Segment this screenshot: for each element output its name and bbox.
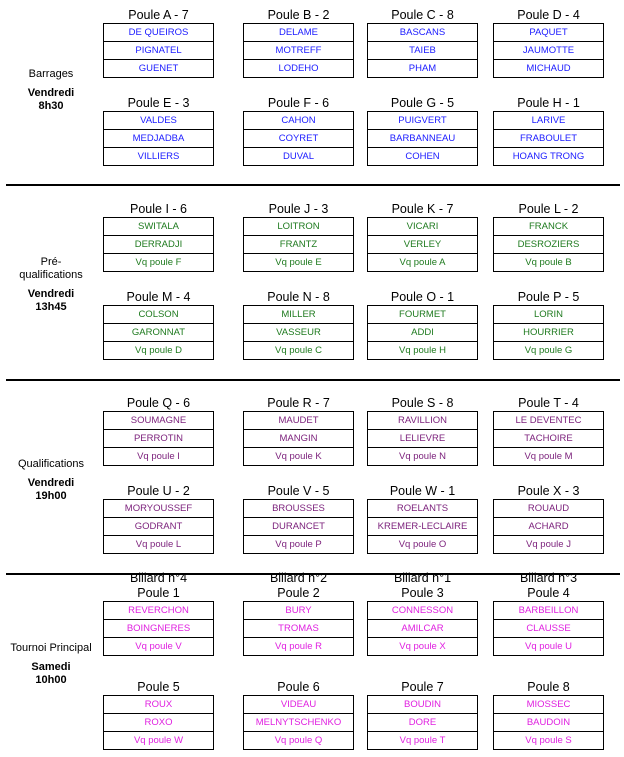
player-cell: BURY [244,602,353,620]
poule-group [243,484,354,554]
poule-players-box [103,111,214,166]
poule-group [243,202,354,272]
poule-players-box [103,411,214,466]
session-label [0,256,102,314]
player-cell: RAVILLION [368,412,477,430]
player-cell: HOANG TRONG [512,151,585,162]
session-time-line: 10h00 [35,674,67,686]
poule-title: Poule F - 6 [267,96,330,110]
session-label [0,458,102,503]
poule-title: Poule 8 [527,680,570,694]
player-cell: Vq poule P [275,539,322,550]
player-cell: MICHAUD [526,63,571,74]
poule-title: Poule Q - 6 [126,396,191,410]
poule-players-box [103,305,214,360]
session-time-line: Vendredi [27,87,75,99]
player-cell: HOURRIER [494,324,603,342]
poule-players-box [103,217,214,272]
poule-group [367,484,478,554]
poule-title: Poule T - 4 [518,396,579,410]
session-name: Barrages [28,68,74,80]
poule-title: Billard n°4 [129,571,188,585]
poule-title: Poule I - 6 [130,202,187,216]
poule-players-box [367,499,478,554]
player-cell: GODRANT [104,518,213,536]
poule-players-box [367,305,478,360]
player-cell: Vq poule V [135,641,182,652]
poule-title: Poule 2 [277,586,320,600]
player-cell: FRANTZ [244,236,353,254]
poule-players-box [367,695,478,750]
poule-group [367,202,478,272]
poule-players-box [243,111,354,166]
player-cell: VILLIERS [137,151,180,162]
player-cell: LE DEVENTEC [494,412,603,430]
poule-title: Billard n°1 [393,571,452,585]
poule-group [367,571,478,656]
poule-title: Poule A - 7 [128,8,189,22]
poule-group [367,8,478,78]
player-cell: PAQUET [494,24,603,42]
poule-title: Poule S - 8 [391,396,454,410]
player-cell: LARIVE [494,112,603,130]
poule-title: Poule P - 5 [517,290,580,304]
session-name: Tournoi Principal [10,642,92,654]
player-cell: ROELANTS [368,500,477,518]
poule-title: Poule J - 3 [268,202,329,216]
player-cell: Vq poule I [137,451,180,462]
player-cell: Vq poule D [134,345,182,356]
poule-group [493,571,604,656]
poule-title: Poule C - 8 [391,8,454,22]
player-cell: MOTREFF [244,42,353,60]
poule-players-box [243,217,354,272]
session-time [0,661,102,687]
player-cell: ACHARD [494,518,603,536]
player-cell: Vq poule N [398,451,446,462]
player-cell: ROXO [104,714,213,732]
player-cell: FRABOULET [494,130,603,148]
player-cell: KREMER-LECLAIRE [368,518,477,536]
poule-title: Poule G - 5 [390,96,455,110]
player-cell: SOUMAGNE [104,412,213,430]
player-cell: Vq poule W [133,735,184,746]
player-cell: Vq poule M [524,451,573,462]
player-cell: FOURMET [368,306,477,324]
player-cell: REVERCHON [104,602,213,620]
poule-group [493,680,604,750]
poule-title: Poule H - 1 [517,96,580,110]
poule-group [103,484,214,554]
player-cell: BARBEILLON [494,602,603,620]
poule-title: Poule 5 [137,680,180,694]
player-cell: ROUX [104,696,213,714]
poule-players-box [103,695,214,750]
poule-players-box [243,601,354,656]
poule-title: Billard n°2 [269,571,328,585]
poule-players-box [493,499,604,554]
poule-players-box [367,23,478,78]
player-cell: DORE [368,714,477,732]
session-time-line: Samedi [31,661,71,673]
session-time [0,288,102,314]
player-cell: SWITALA [104,218,213,236]
player-cell: Vq poule O [398,539,447,550]
poule-players-box [103,601,214,656]
player-cell: GARONNAT [104,324,213,342]
player-cell: MAUDET [244,412,353,430]
player-cell: BOINGNERES [104,620,213,638]
poule-title: Billard n°3 [519,571,578,585]
player-cell: Vq poule Q [274,735,323,746]
player-cell: MEDJADBA [104,130,213,148]
player-cell: Vq poule A [399,257,446,268]
poule-players-box [493,695,604,750]
poule-group [103,290,214,360]
session-time [0,477,102,503]
section-divider [6,184,620,186]
session-name: Qualifications [17,458,85,470]
player-cell: Vq poule J [526,539,571,550]
player-cell: Vq poule H [398,345,446,356]
player-cell: BROUSSES [244,500,353,518]
player-cell: VICARI [368,218,477,236]
player-cell: MELNYTSCHENKO [244,714,353,732]
poule-players-box [243,411,354,466]
player-cell: PIGNATEL [104,42,213,60]
poule-players-box [493,23,604,78]
player-cell: DE QUEIROS [104,24,213,42]
player-cell: TACHOIRE [494,430,603,448]
player-cell: Vq poule X [399,641,446,652]
player-cell: DERRADJI [104,236,213,254]
poule-group [243,96,354,166]
poule-group [493,202,604,272]
player-cell: MANGIN [244,430,353,448]
player-cell: CAHON [244,112,353,130]
session-time-line: 13h45 [35,301,67,313]
poule-group [103,96,214,166]
player-cell: CLAUSSE [494,620,603,638]
player-cell: BAUDOIN [494,714,603,732]
player-cell: Vq poule E [275,257,322,268]
player-cell: CONNESSON [368,602,477,620]
section-divider [6,379,620,381]
player-cell: Vq poule K [275,451,322,462]
session-time-line: 19h00 [35,490,67,502]
player-cell: DESROZIERS [494,236,603,254]
player-cell: VERLEY [368,236,477,254]
poule-group [367,396,478,466]
poule-players-box [367,111,478,166]
player-cell: AMILCAR [368,620,477,638]
poule-group [367,290,478,360]
poule-players-box [243,23,354,78]
player-cell: DELAME [244,24,353,42]
poule-title: Poule X - 3 [517,484,580,498]
poule-group [103,571,214,656]
poule-group [367,680,478,750]
player-cell: BASCANS [368,24,477,42]
poule-title: Poule V - 5 [267,484,330,498]
player-cell: Vq poule T [399,735,446,746]
player-cell: PHAM [408,63,437,74]
poule-group [103,202,214,272]
poule-title: Poule O - 1 [390,290,455,304]
poule-players-box [367,217,478,272]
session-time-line: Vendredi [27,477,75,489]
player-cell: LORIN [494,306,603,324]
poule-group [243,396,354,466]
poule-players-box [493,411,604,466]
player-cell: DUVAL [283,151,314,162]
poule-players-box [103,499,214,554]
player-cell: Vq poule R [274,641,322,652]
player-cell: JAUMOTTE [494,42,603,60]
poule-players-box [493,305,604,360]
poule-title: Poule N - 8 [267,290,330,304]
player-cell: COYRET [244,130,353,148]
poule-players-box [243,695,354,750]
poule-group [493,396,604,466]
player-cell: COLSON [104,306,213,324]
player-cell: MIOSSEC [494,696,603,714]
poule-title: Poule 4 [527,586,570,600]
player-cell: MILLER [244,306,353,324]
player-cell: Vq poule U [524,641,572,652]
poule-group [243,8,354,78]
poule-group [493,484,604,554]
poule-title: Poule 7 [401,680,444,694]
player-cell: Vq poule C [274,345,322,356]
poule-group [493,290,604,360]
player-cell: LELIEVRE [368,430,477,448]
poule-title: Poule U - 2 [127,484,190,498]
poule-players-box [367,601,478,656]
player-cell: VASSEUR [244,324,353,342]
session-label [0,642,102,687]
player-cell: Vq poule G [524,345,573,356]
poule-group [243,571,354,656]
poule-title: Poule R - 7 [267,396,330,410]
player-cell: Vq poule L [135,539,182,550]
poule-title: Poule D - 4 [517,8,580,22]
poule-title: Poule M - 4 [126,290,191,304]
poule-title: Poule E - 3 [127,96,190,110]
player-cell: BOUDIN [368,696,477,714]
poule-group [493,8,604,78]
poule-players-box [243,305,354,360]
poule-players-box [243,499,354,554]
player-cell: VIDEAU [244,696,353,714]
poule-title: Poule B - 2 [267,8,330,22]
session-time [0,87,102,113]
player-cell: ROUAUD [494,500,603,518]
session-name: Pré-qualifications [19,256,83,281]
poule-group [493,96,604,166]
player-cell: Vq poule B [525,257,572,268]
poule-players-box [493,111,604,166]
poule-title: Poule 3 [401,586,444,600]
poule-players-box [493,217,604,272]
session-time-line: 8h30 [38,100,64,112]
player-cell: MORYOUSSEF [104,500,213,518]
player-cell: TAIEB [368,42,477,60]
player-cell: VALDES [104,112,213,130]
poule-title: Poule L - 2 [518,202,579,216]
player-cell: LOITRON [244,218,353,236]
player-cell: FRANCK [494,218,603,236]
poule-group [243,290,354,360]
poule-players-box [493,601,604,656]
poule-group [103,680,214,750]
player-cell: GUENET [138,63,179,74]
poule-group [367,96,478,166]
poule-players-box [103,23,214,78]
player-cell: BARBANNEAU [368,130,477,148]
poule-players-box [367,411,478,466]
poule-title: Poule W - 1 [389,484,456,498]
player-cell: Vq poule F [135,257,182,268]
poule-title: Poule 6 [277,680,320,694]
player-cell: PUIGVERT [368,112,477,130]
poule-group [103,396,214,466]
poule-title: Poule K - 7 [391,202,454,216]
player-cell: ADDI [368,324,477,342]
player-cell: DURANCET [244,518,353,536]
poule-title: Poule 1 [137,586,180,600]
poule-group [243,680,354,750]
player-cell: LODEHO [278,63,319,74]
session-label [0,68,102,113]
poule-group [103,8,214,78]
player-cell: TROMAS [244,620,353,638]
player-cell: COHEN [405,151,440,162]
player-cell: PERROTIN [104,430,213,448]
session-time-line: Vendredi [27,288,75,300]
player-cell: Vq poule S [525,735,572,746]
